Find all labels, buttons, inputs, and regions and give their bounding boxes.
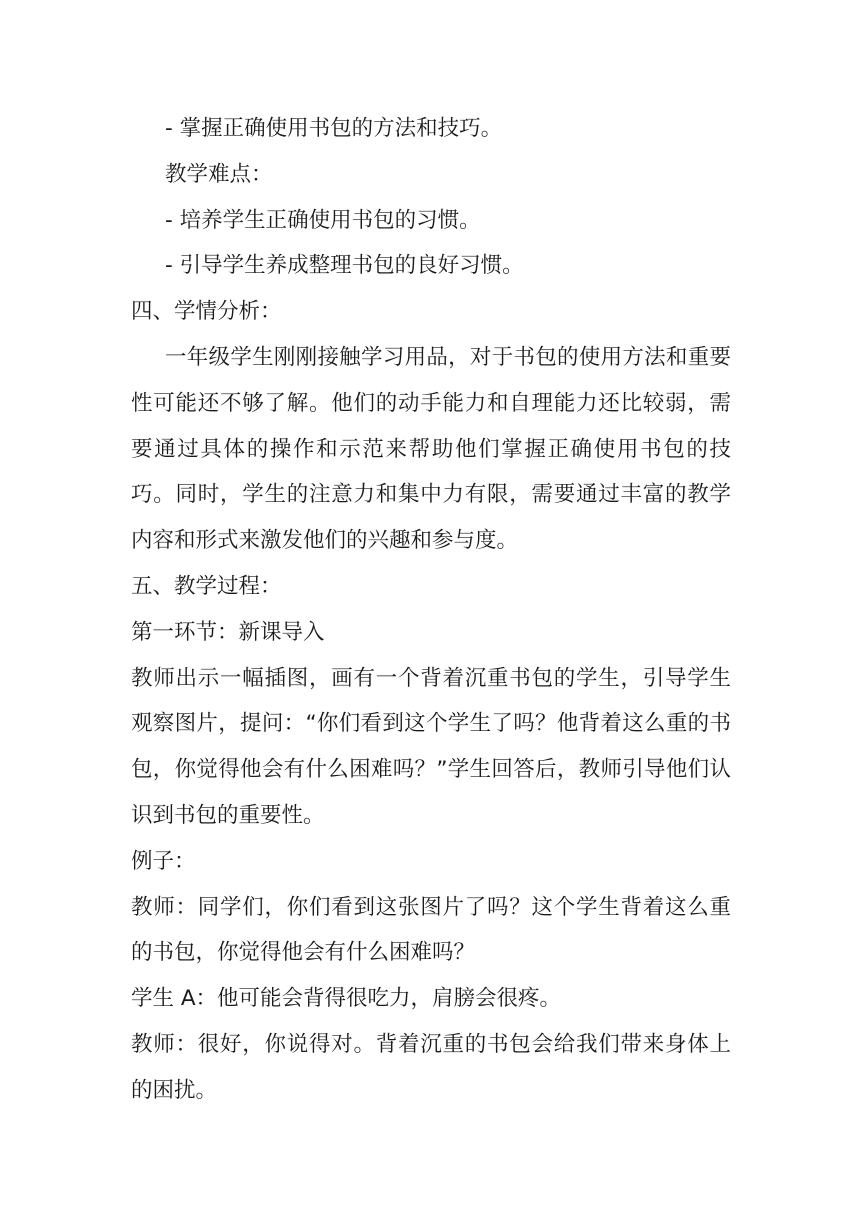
section-heading-student-analysis: 四、学情分析： (131, 299, 282, 325)
difficulty-heading: 教学难点： (165, 161, 273, 187)
step-description-paragraph: 教师出示一幅插图，画有一个背着沉重书包的学生，引导学生观察图片，提问：“你们看到这个学生了吗？他背着这么重的书包，你觉得他会有什么困难吗？”学生回答后，教师引导他们认识到书包的重要性。 (131, 665, 731, 828)
dialogue-teacher: 教师：很好，你说得对。背着沉重的书包会给我们带来身体上的困扰。 (131, 1031, 731, 1103)
section-heading-teaching-process: 五、教学过程： (131, 573, 282, 599)
difficulty-item: - 引导学生养成整理书包的良好习惯。 (165, 253, 524, 279)
student-analysis-paragraph: 一年级学生刚刚接触学习用品，对于书包的使用方法和重要性可能还不够了解。他们的动手能力和自理能力还比较弱，需要通过具体的操作和示范来帮助他们掌握正确使用书包的技巧。同时，学生的注意力和集中力有限，需要通过丰富的教学内容和形式来激发他们的兴趣和参与度。 (131, 344, 731, 554)
dialogue-teacher: 教师：同学们，你们看到这张图片了吗？这个学生背着这么重的书包，你觉得他会有什么困难吗？ (131, 894, 731, 966)
key-point-item: - 掌握正确使用书包的方法和技巧。 (165, 116, 503, 141)
dialogue-student: 学生 A：他可能会背得很吃力，肩膀会很疼。 (131, 986, 562, 1012)
example-label: 例子： (131, 848, 196, 874)
document-body (131, 106, 731, 1114)
difficulty-item: - 培养学生正确使用书包的习惯。 (165, 207, 481, 233)
step-heading: 第一环节：新课导入 (131, 619, 325, 645)
